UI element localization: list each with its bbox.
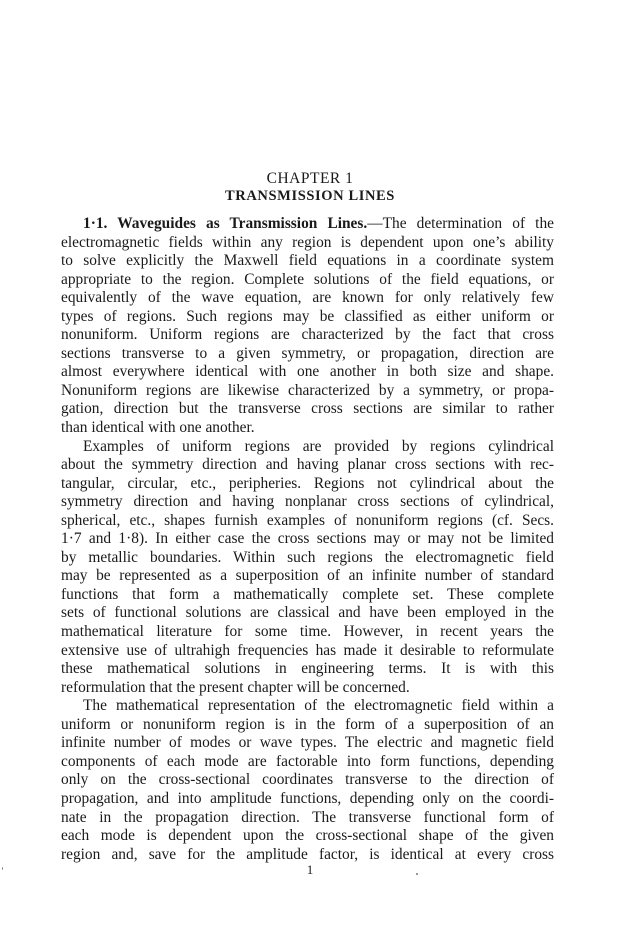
- text-line: these mathematical solutions in engineering terms. It is with this: [61, 660, 554, 678]
- text-line: nate in the propagation direction. The transverse functional form of: [61, 808, 554, 826]
- text-line: appropriate to the region. Complete solutions of the field equations, or: [61, 270, 554, 288]
- text-line: spherical, etc., shapes furnish examples of nonuniform regions (cf. Secs.: [61, 511, 554, 529]
- section-heading-tail: —The determination of the: [367, 215, 554, 232]
- section-heading: 1·1. Waveguides as Transmission Lines.: [83, 215, 368, 232]
- text-line: region and, save for the amplitude factor, is identical at every cross: [61, 845, 554, 863]
- chapter-title: TRANSMISSION LINES: [225, 188, 395, 204]
- text-line: gation, direction but the transverse cross sections are similar to rather: [61, 400, 554, 418]
- text-line: 1·7 and 1·8). In either case the cross sections may or may not be limited: [61, 530, 554, 548]
- text-line: Examples of uniform regions are provided by regions cylindrical: [83, 437, 554, 455]
- text-line: by metallic boundaries. Within such regions the electromagnetic field: [61, 548, 554, 566]
- text-line: propagation, and into amplitude functions, depending only on the coordi-: [61, 789, 554, 807]
- text-line: equivalently of the wave equation, are known for only relatively few: [61, 289, 554, 307]
- text-line: than identical with one another.: [61, 419, 255, 437]
- chapter-number: CHAPTER 1: [266, 170, 354, 187]
- scan-speck: [2, 867, 3, 870]
- text-line: only on the cross-sectional coordinates transverse to the direction of: [61, 771, 554, 789]
- text-line: about the symmetry direction and having planar cross sections with rec-: [61, 456, 554, 474]
- section-first-line: [61, 215, 554, 234]
- body-text: [61, 215, 554, 864]
- text-line: types of regions. Such regions may be classified as either uniform or: [61, 307, 554, 325]
- text-line: uniform or nonuniform region is in the form of a superposition of an: [61, 715, 554, 733]
- text-line: to solve explicitly the Maxwell field equations in a coordinate system: [61, 252, 554, 270]
- scan-speck: [416, 873, 418, 875]
- text-line: functions that form a mathematically complete set. These complete: [61, 585, 554, 603]
- text-line: each mode is dependent upon the cross-sectional shape of the given: [61, 827, 554, 845]
- text-line: almost everywhere identical with one another in both size and shape.: [61, 363, 554, 381]
- text-line: tangular, circular, etc., peripheries. Regions not cylindrical about the: [61, 474, 554, 492]
- page-number: 1: [306, 862, 314, 877]
- text-line: nonuniform. Uniform regions are characterized by the fact that cross: [61, 326, 554, 344]
- text-line: mathematical literature for some time. However, in recent years the: [61, 623, 554, 641]
- text-line: extensive use of ultrahigh frequencies has made it desirable to reformulate: [61, 641, 554, 659]
- text-line: may be represented as a superposition of an infinite number of standard: [61, 567, 554, 585]
- text-line: sets of functional solutions are classical and have been employed in the: [61, 604, 554, 622]
- text-line: sections transverse to a given symmetry, or propagation, direction are: [61, 344, 554, 362]
- text-line: infinite number of modes or wave types. The electric and magnetic field: [61, 734, 554, 752]
- text-line: electromagnetic fields within any region is dependent upon one’s ability: [61, 233, 554, 251]
- text-line: components of each mode are factorable into form functions, depending: [61, 752, 554, 770]
- text-line: The mathematical representation of the electromagnetic field within a: [83, 697, 554, 715]
- text-line: reformulation that the present chapter will be concerned.: [61, 678, 410, 696]
- text-line: Nonuniform regions are likewise characterized by a symmetry, or propa-: [61, 381, 554, 399]
- text-line: symmetry direction and having nonplanar cross sections of cylindrical,: [61, 493, 554, 511]
